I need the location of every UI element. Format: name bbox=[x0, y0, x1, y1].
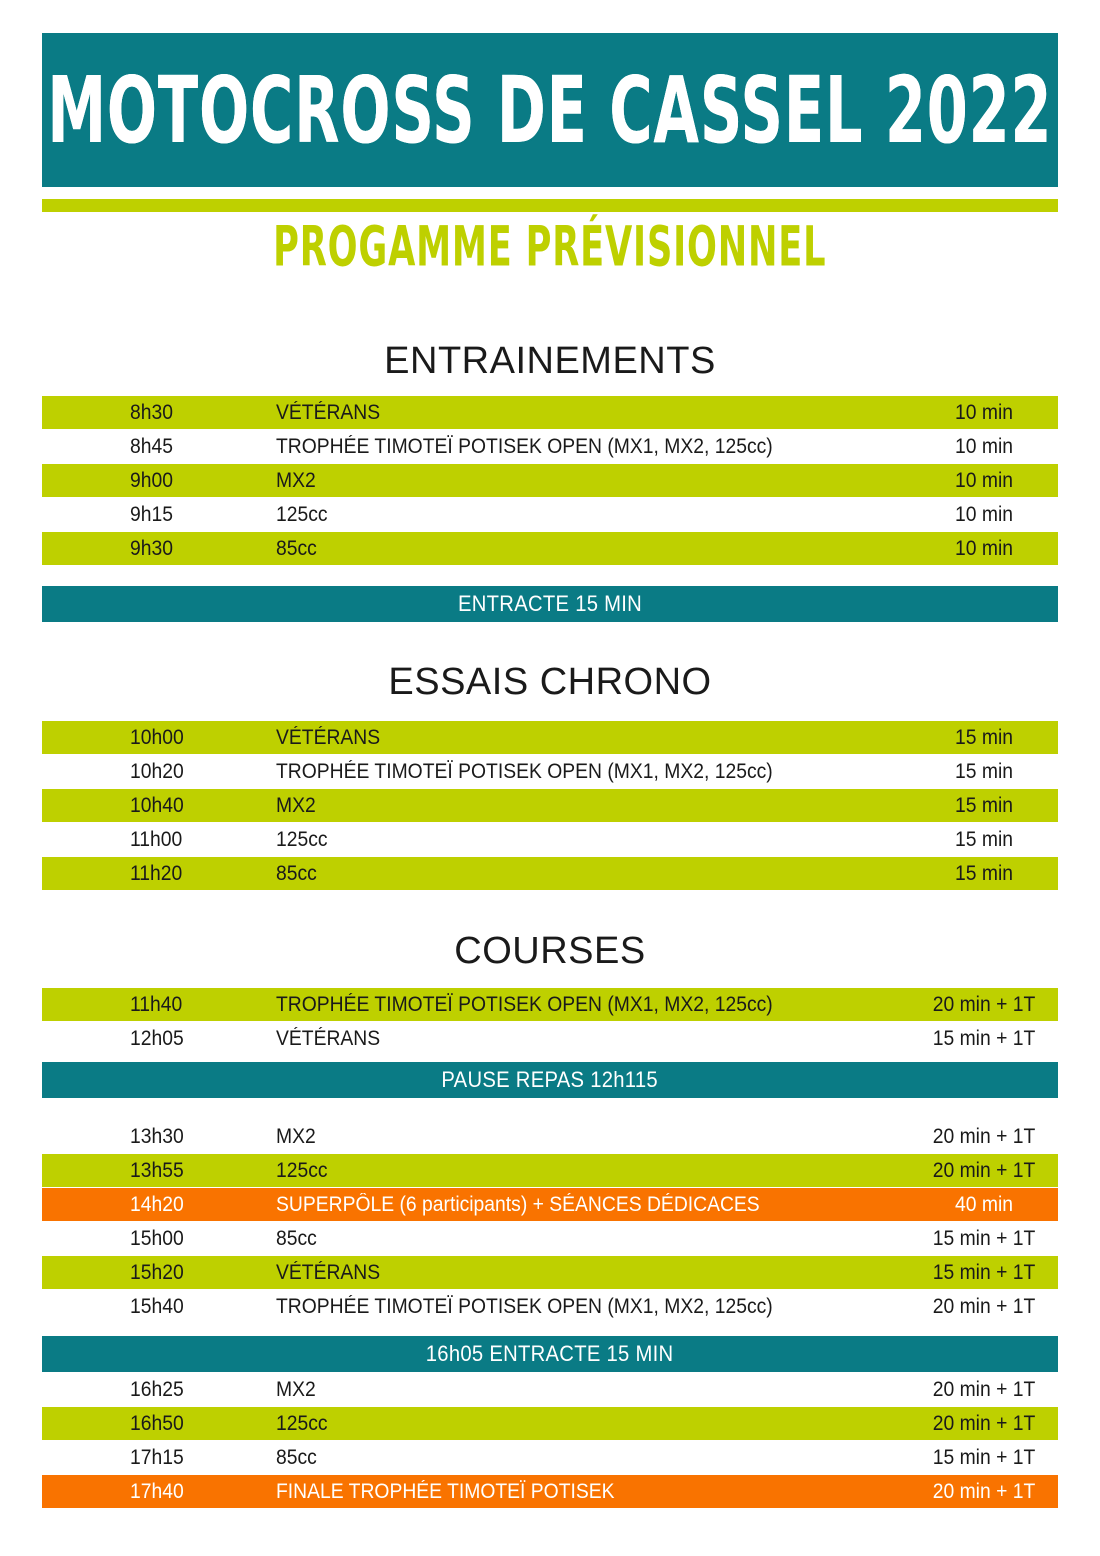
row-duration: 20 min + 1T bbox=[932, 1412, 1036, 1435]
row-time: 16h25 bbox=[130, 1378, 184, 1401]
table-row-finale bbox=[42, 1475, 1058, 1508]
row-duration: 20 min + 1T bbox=[932, 1480, 1036, 1503]
section-heading-essais-chrono: ESSAIS CHRONO bbox=[388, 661, 712, 703]
row-time: 9h30 bbox=[130, 537, 173, 560]
table-row bbox=[42, 988, 1058, 1021]
row-time: 10h40 bbox=[130, 794, 184, 817]
row-time: 9h00 bbox=[130, 469, 173, 492]
banner-entracte-morning bbox=[42, 586, 1058, 622]
row-time: 15h00 bbox=[130, 1227, 184, 1250]
row-duration: 15 min + 1T bbox=[932, 1261, 1036, 1284]
row-duration: 20 min + 1T bbox=[932, 993, 1036, 1016]
table-row bbox=[42, 498, 1058, 531]
row-time: 15h40 bbox=[130, 1295, 184, 1318]
row-label: MX2 bbox=[276, 469, 316, 492]
row-time: 8h30 bbox=[130, 401, 173, 424]
table-row bbox=[42, 1154, 1058, 1187]
row-time: 16h50 bbox=[130, 1412, 184, 1435]
row-label: 85cc bbox=[276, 537, 317, 560]
row-label: VÉTÉRANS bbox=[276, 726, 381, 749]
row-duration: 15 min + 1T bbox=[932, 1027, 1036, 1050]
section-heading-courses: COURSES bbox=[454, 930, 646, 972]
row-label: FINALE TROPHÉE TIMOTEÏ POTISEK bbox=[276, 1480, 615, 1503]
section-heading-entrainements: ENTRAINEMENTS bbox=[384, 340, 716, 382]
row-duration: 20 min + 1T bbox=[932, 1295, 1036, 1318]
row-duration: 10 min bbox=[955, 401, 1013, 424]
row-time: 11h20 bbox=[130, 862, 183, 885]
row-label: TROPHÉE TIMOTEÏ POTISEK OPEN (MX1, MX2, 125cc) bbox=[276, 435, 773, 458]
row-duration: 15 min bbox=[955, 794, 1013, 817]
row-duration: 10 min bbox=[955, 435, 1013, 458]
row-duration: 10 min bbox=[955, 503, 1013, 526]
row-label: VÉTÉRANS bbox=[276, 1261, 381, 1284]
table-row bbox=[42, 532, 1058, 565]
table-row bbox=[42, 396, 1058, 429]
row-label: 125cc bbox=[276, 1412, 328, 1435]
row-time: 17h40 bbox=[130, 1480, 184, 1503]
row-label: MX2 bbox=[276, 1378, 316, 1401]
row-label: 85cc bbox=[276, 862, 317, 885]
row-time: 11h00 bbox=[130, 828, 183, 851]
table-row bbox=[42, 1290, 1058, 1323]
table-row bbox=[42, 1373, 1058, 1406]
row-duration: 20 min + 1T bbox=[932, 1378, 1036, 1401]
row-time: 11h40 bbox=[130, 993, 183, 1016]
table-row bbox=[42, 755, 1058, 788]
row-label: TROPHÉE TIMOTEÏ POTISEK OPEN (MX1, MX2, 125cc) bbox=[276, 1295, 773, 1318]
row-time: 10h00 bbox=[130, 726, 184, 749]
row-duration: 15 min bbox=[955, 862, 1013, 885]
row-label: 125cc bbox=[276, 828, 328, 851]
banner-pause-repas bbox=[42, 1062, 1058, 1098]
banner-entracte-morning-text: ENTRACTE 15 MIN bbox=[457, 591, 643, 616]
banner-pause-repas-text: PAUSE REPAS 12h115 bbox=[441, 1067, 659, 1092]
row-label: TROPHÉE TIMOTEÏ POTISEK OPEN (MX1, MX2, 125cc) bbox=[276, 993, 773, 1016]
row-duration: 15 min bbox=[955, 760, 1013, 783]
row-label: MX2 bbox=[276, 1125, 316, 1148]
table-row bbox=[42, 1441, 1058, 1474]
row-time: 8h45 bbox=[130, 435, 173, 458]
row-time: 14h20 bbox=[130, 1193, 184, 1216]
row-duration: 15 min bbox=[955, 726, 1013, 749]
table-row bbox=[42, 823, 1058, 856]
table-row bbox=[42, 1407, 1058, 1440]
table-row bbox=[42, 857, 1058, 890]
header-banner bbox=[42, 33, 1058, 187]
row-time: 9h15 bbox=[130, 503, 173, 526]
table-row bbox=[42, 789, 1058, 822]
row-time: 17h15 bbox=[130, 1446, 184, 1469]
row-label: 85cc bbox=[276, 1227, 317, 1250]
row-time: 13h30 bbox=[130, 1125, 184, 1148]
banner-entracte-afternoon-text: 16h05 ENTRACTE 15 MIN bbox=[426, 1341, 674, 1366]
row-duration: 10 min bbox=[955, 469, 1013, 492]
row-duration: 20 min + 1T bbox=[932, 1159, 1036, 1182]
row-time: 12h05 bbox=[130, 1027, 184, 1050]
row-label: SUPERPÔLE (6 participants) + SÉANCES DÉDICACES bbox=[276, 1193, 760, 1216]
row-label: TROPHÉE TIMOTEÏ POTISEK OPEN (MX1, MX2, 125cc) bbox=[276, 760, 773, 783]
row-label: 125cc bbox=[276, 503, 328, 526]
row-duration: 15 min + 1T bbox=[932, 1446, 1036, 1469]
row-duration: 20 min + 1T bbox=[932, 1125, 1036, 1148]
table-row bbox=[42, 1022, 1058, 1055]
row-duration: 15 min + 1T bbox=[932, 1227, 1036, 1250]
row-time: 15h20 bbox=[130, 1261, 184, 1284]
row-time: 10h20 bbox=[130, 760, 184, 783]
table-row bbox=[42, 721, 1058, 754]
row-duration: 10 min bbox=[955, 537, 1013, 560]
table-row bbox=[42, 464, 1058, 497]
page-subtitle-text: PROGAMME PRÉVISIONNEL bbox=[273, 215, 827, 280]
table-row bbox=[42, 1222, 1058, 1255]
row-duration: 40 min bbox=[955, 1193, 1013, 1216]
page-subtitle bbox=[0, 215, 1100, 280]
row-label: VÉTÉRANS bbox=[276, 401, 381, 424]
table-row bbox=[42, 430, 1058, 463]
page-title: MOTOCROSS DE CASSEL 2022 bbox=[47, 56, 1053, 164]
banner-entracte-afternoon bbox=[42, 1336, 1058, 1372]
row-label: 125cc bbox=[276, 1159, 328, 1182]
table-row bbox=[42, 1256, 1058, 1289]
row-duration: 15 min bbox=[955, 828, 1013, 851]
table-row bbox=[42, 1120, 1058, 1153]
row-time: 13h55 bbox=[130, 1159, 184, 1182]
row-label: VÉTÉRANS bbox=[276, 1027, 381, 1050]
row-label: MX2 bbox=[276, 794, 316, 817]
green-divider bbox=[42, 199, 1058, 212]
row-label: 85cc bbox=[276, 1446, 317, 1469]
table-row-superpole bbox=[42, 1188, 1058, 1221]
